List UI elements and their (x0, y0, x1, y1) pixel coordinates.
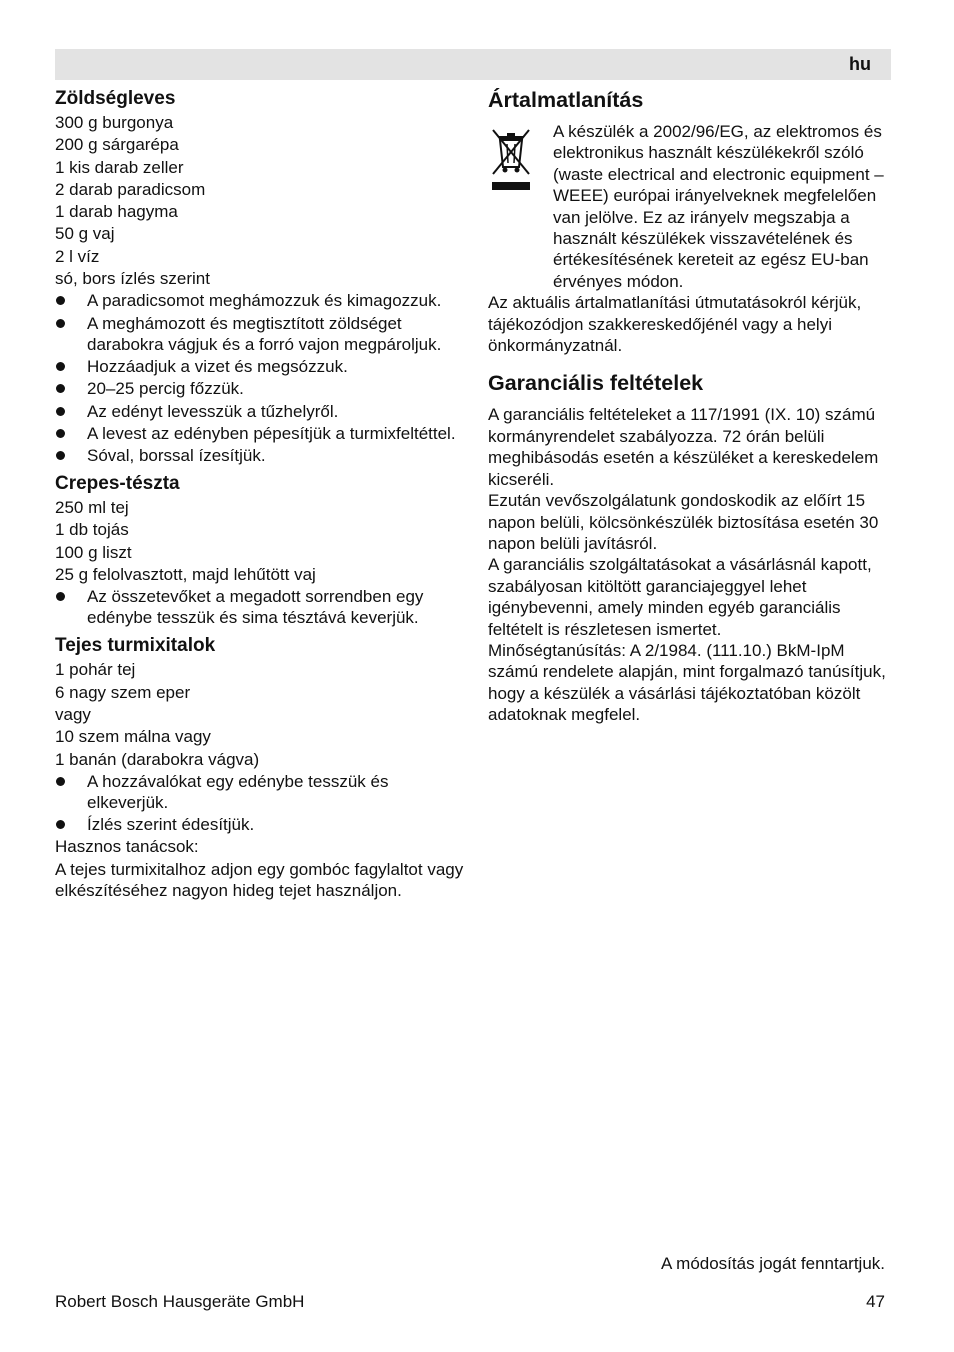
ingredient: 100 g liszt (55, 542, 132, 562)
ingredient-list (55, 497, 465, 586)
left-column (55, 85, 465, 902)
warranty-paragraph: Ezután vevőszolgálatunk gondoskodik az előírt 15 napon belüli, kölcsönkészülék biztosítása esetén 30 napon belüli javításról. (488, 491, 879, 553)
header-bar (55, 49, 891, 80)
ingredient: 2 darab paradicsom (55, 179, 206, 199)
ingredient: 300 g burgonya (55, 113, 174, 132)
recipe-title: Crepes-tészta (55, 473, 180, 495)
step-list (55, 290, 465, 466)
ingredient: só, bors ízlés szerint (55, 269, 210, 289)
ingredient-list (55, 659, 465, 770)
disposal-block (488, 121, 893, 292)
recipe-title: Zöldségleves (55, 88, 176, 109)
section-title-warranty: Garanciális feltételek (488, 371, 704, 396)
ingredient: 1 banán (darabokra vágva) (55, 749, 260, 769)
step-item: Sóval, borssal ízesítjük. (55, 445, 465, 466)
warranty-paragraph: A garanciális szolgáltatásokat a vásárlásnál kapott, szabályosan kitöltött garanciajeggyel lehet igénybevenni, amely minden egyéb garanciális feltételt is részletesen ismertet. (488, 555, 872, 639)
warranty-body (488, 404, 893, 725)
warranty-paragraph: A garanciális feltételeket a 117/1991 (IX. 10) számú kormányrendelet szabályozza. 72 órán belüli meghibásodás esetén a készüléket a kereskedelem kicseréli. (488, 405, 879, 489)
warranty-paragraph: Minőségtanúsítás: A 2/1984. (111.10.) BkM-IpM számú rendelete alapján, mint forgalmazó tanúsítjuk, hogy a készülék a vásárlási tájékoztatóban közölt adatoknak megfelel. (488, 640, 886, 725)
step-item: A meghámozott és megtisztított zöldséget darabokra vágjuk és a forró vajon megpároljuk. (55, 313, 465, 355)
ingredient: 10 szem málna vagy (55, 727, 211, 747)
ingredient: 2 l víz (55, 246, 100, 266)
page-number: 47 (866, 1292, 885, 1311)
right-column (488, 85, 893, 726)
language-code: hu (849, 54, 871, 74)
tips-label: Hasznos tanácsok: (55, 837, 199, 857)
step-item: A hozzávalókat egy edénybe tesszük és elkeverjük. (55, 771, 465, 813)
footer-company: Robert Bosch Hausgeräte GmbH (55, 1292, 305, 1311)
tips-text: A tejes turmixitalhoz adjon egy gombóc fagylaltot vagy elkészítéséhez nagyon hideg tejet használjon. (55, 859, 464, 901)
ingredient: 1 darab hagyma (55, 202, 178, 222)
section-title-disposal: Ártalmatlanítás (488, 88, 644, 112)
ingredient-list (55, 112, 465, 290)
step-item: Ízlés szerint édesítjük. (55, 814, 465, 835)
ingredient: vagy (55, 704, 91, 724)
ingredient: 6 nagy szem eper (55, 682, 191, 702)
disposal-note: Az aktuális ártalmatlanítási útmutatásokról kérjük, tájékozódjon szakkereskedőjénél vagy a helyi önkormányzatnál. (488, 293, 862, 356)
ingredient: 50 g vaj (55, 224, 115, 244)
step-item: 20–25 percig főzzük. (55, 378, 465, 399)
ingredient: 25 g felolvasztott, majd lehűtött vaj (55, 565, 316, 585)
step-item: A levest az edényben pépesítjük a turmixfeltéttel. (55, 423, 465, 444)
ingredient: 250 ml tej (55, 498, 129, 518)
recipe-title: Tejes turmixitalok (55, 635, 216, 657)
ingredient: 200 g sárgarépa (55, 135, 179, 155)
step-list (55, 771, 465, 835)
step-item: Az edényt levesszük a tűzhelyről. (55, 401, 465, 422)
footer-note: A módosítás jogát fenntartjuk. (661, 1254, 885, 1273)
crossed-out-wheelie-bin-icon (490, 127, 532, 191)
disposal-text: A készülék a 2002/96/EG, az elektromos és elektronikus használt készülékekről szóló (waste electrical and electronic equipment – WEEE) európai irányelveknek megfelelően van jelölve. Ez az irányelv megszabja a használt készülékek visszavételének és értékesítésének kereteit az egész EU-ban érvényes módon. (553, 122, 884, 291)
step-item: Az összetevőket a megadott sorrendben egy edénybe tesszük és sima tésztává keverjük. (55, 586, 465, 628)
step-list (55, 586, 465, 628)
ingredient: 1 pohár tej (55, 660, 136, 680)
step-item: A paradicsomot meghámozzuk és kimagozzuk. (55, 290, 465, 311)
ingredient: 1 db tojás (55, 520, 129, 540)
ingredient: 1 kis darab zeller (55, 157, 184, 177)
step-item: Hozzáadjuk a vizet és megsózzuk. (55, 356, 465, 377)
